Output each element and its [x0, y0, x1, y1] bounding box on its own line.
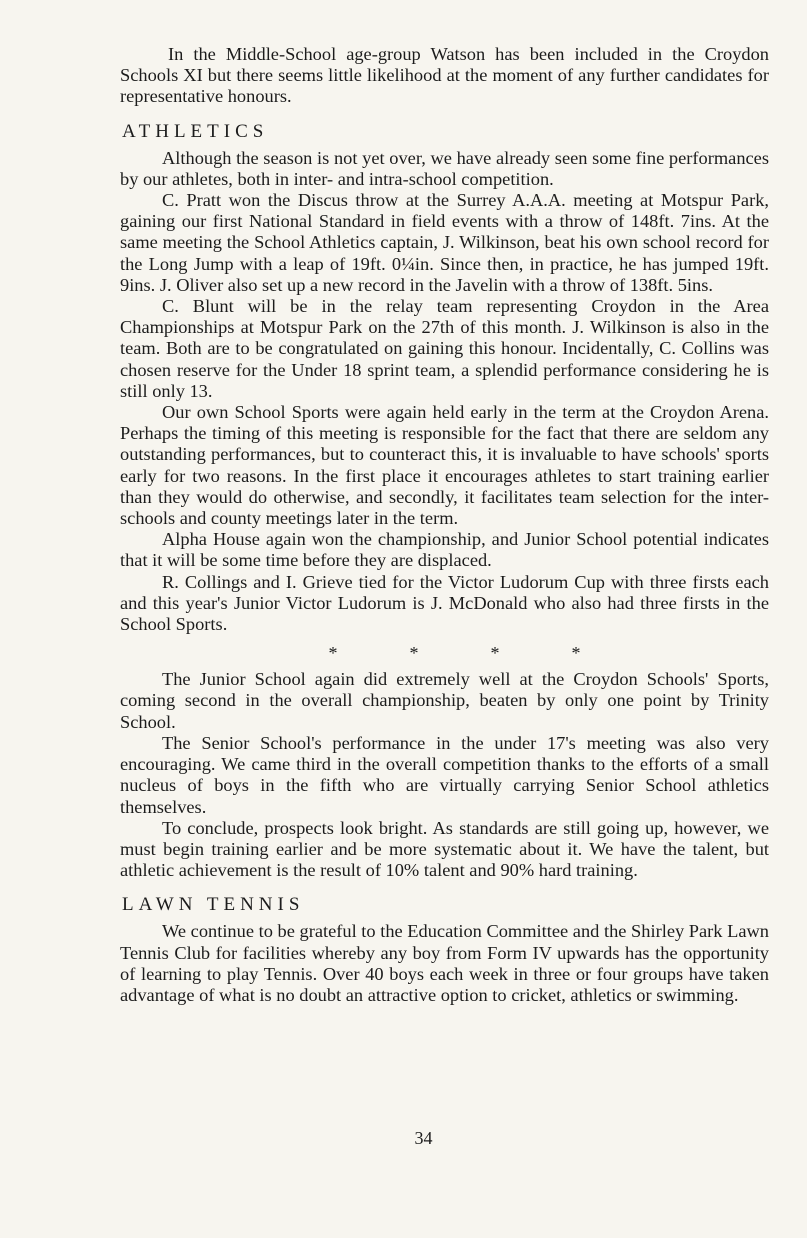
separator-star: * [571, 643, 581, 664]
intro-paragraph: In the Middle-School age-group Watson has been included in the Croydon Schools XI but there seems little likelihood at the moment of any further candidates for representative honours. [120, 44, 769, 107]
separator-star: * [490, 643, 500, 664]
athletics-paragraph-5: Alpha House again won the championship, and Junior School potential indicates that it will be some time before they are displaced. [120, 529, 769, 571]
athletics-paragraph-2: C. Pratt won the Discus throw at the Surrey A.A.A. meeting at Motspur Park, gaining our first National Standard in field events with a throw of 148ft. 7ins. At the same meeting the School Athletics captain, J. Wilkinson, beat his own school record for the Long Jump with a leap of 19ft. 0¼in. Since then, in practice, he has jumped 19ft. 9ins. J. Oliver also set up a new record in the Javelin with a throw of 138ft. 5ins. [120, 190, 769, 295]
lawn-tennis-heading: LAWN TENNIS [122, 894, 305, 916]
separator-star: * [328, 643, 338, 664]
separator-star: * [409, 643, 419, 664]
athletics-paragraph-7: The Junior School again did extremely well at the Croydon Schools' Sports, coming second in the overall championship, beaten by only one point by Trinity School. [120, 669, 769, 732]
section-separator [120, 643, 769, 663]
page-number: 34 [414, 1128, 433, 1148]
lawn-tennis-paragraph-1: We continue to be grateful to the Education Committee and the Shirley Park Lawn Tennis Club for facilities whereby any boy from Form IV upwards has the opportunity of learning to play Tennis. Over 40 boys each week in three or four groups have taken advantage of what is no doubt an attractive option to cricket, athletics or swimming. [120, 921, 769, 1005]
athletics-paragraph-3: C. Blunt will be in the relay team representing Croydon in the Area Championships at Motspur Park on the 27th of this month. J. Wilkinson is also in the team. Both are to be congratulated on gaining this honour. Incidentally, C. Collins was chosen reserve for the Under 18 sprint team, a splendid performance considering he is still only 13. [120, 296, 769, 401]
athletics-paragraph-6: R. Collings and I. Grieve tied for the Victor Ludorum Cup with three firsts each and this year's Junior Victor Ludorum is J. McDonald who also had three firsts in the School Sports. [120, 571, 769, 635]
athletics-paragraph-4: Our own School Sports were again held early in the term at the Croydon Arena. Perhaps the timing of this meeting is responsible for the fact that there are seldom any outstanding performances, but to counteract this, it is invaluable to have schools' sports early for two reasons. In the first place it encourages athletes to start training earlier than they would do otherwise, and secondly, it facilitates team selection for the inter-schools and county meetings later in the term. [120, 402, 769, 529]
athletics-paragraph-9: To conclude, prospects look bright. As standards are still going up, however, we must begin training earlier and be more systematic about it. We have the talent, but athletic achievement is the result of 10% talent and 90% hard training. [120, 817, 769, 881]
athletics-paragraph-1: Although the season is not yet over, we have already seen some fine performances by our athletes, both in inter- and intra-school competition. [120, 147, 769, 189]
athletics-heading: ATHLETICS [122, 120, 269, 142]
athletics-paragraph-8: The Senior School's performance in the under 17's meeting was also very encouraging. We came third in the overall competition thanks to the efforts of a small nucleus of boys in the fifth who are virtually carrying Senior School athletics themselves. [120, 732, 769, 817]
